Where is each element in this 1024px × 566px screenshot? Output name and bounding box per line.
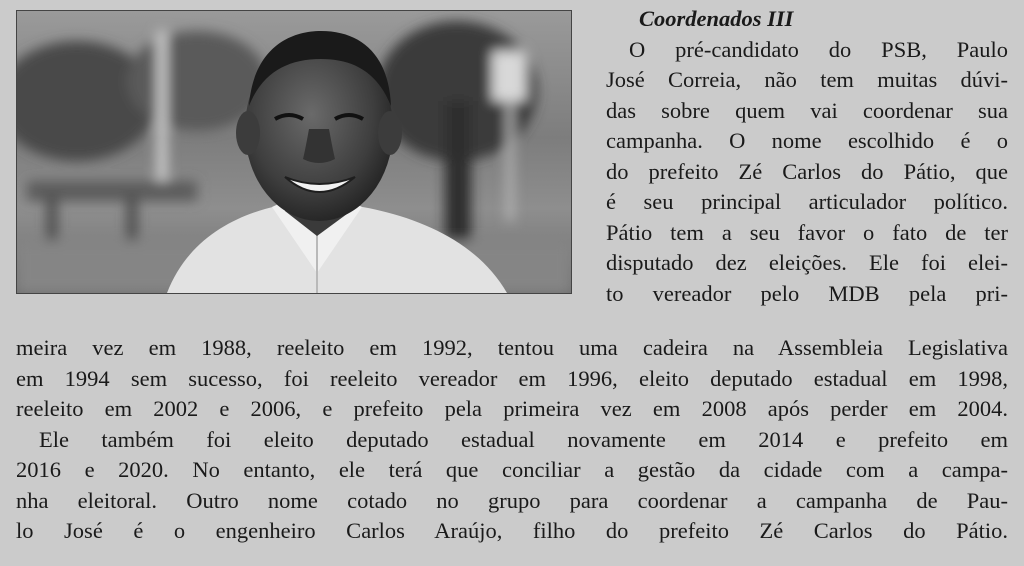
- article-line: das sobre quem vai coordenar sua: [606, 97, 1008, 123]
- article-line: lo José é o engenheiro Carlos Araújo, filho do prefeito Zé Carlos do Pátio.: [16, 518, 1008, 543]
- article-line: to vereador pelo MDB pela pri-: [606, 280, 1008, 306]
- article-line: José Correia, não tem muitas dúvi-: [606, 67, 1008, 92]
- article-line: reeleito em 2002 e 2006, e prefeito pela primeira vez em 2008 após perder em 2004.: [16, 396, 1008, 421]
- article-line: O pré-candidato do PSB, Paulo: [629, 36, 1008, 62]
- portrait-photo: [16, 10, 572, 294]
- article-line: campanha. O nome escolhido é o: [606, 128, 1008, 153]
- article-line: do prefeito Zé Carlos do Pátio, que: [606, 158, 1008, 184]
- article-line: meira vez em 1988, reeleito em 1992, tentou uma cadeira na Assembleia Legislativa: [16, 335, 1008, 360]
- article-column: [606, 4, 1008, 309]
- article-title: Coordenados III: [639, 6, 794, 31]
- article-line: nha eleitoral. Outro nome cotado no grupo para coordenar a campanha de Pau-: [16, 487, 1008, 513]
- article-line: 2016 e 2020. No entanto, ele terá que conciliar a gestão da cidade com a campa-: [16, 457, 1008, 482]
- article-body-full-width: [16, 333, 1008, 547]
- article-line: Pátio tem a seu favor o fato de ter: [606, 219, 1008, 245]
- article-line: é seu principal articulador político.: [606, 189, 1008, 214]
- article-line: disputado dez eleições. Ele foi elei-: [606, 250, 1008, 275]
- article-line: Ele também foi eleito deputado estadual novamente em 2014 e prefeito em: [39, 426, 1008, 452]
- article-line: em 1994 sem sucesso, foi reeleito vereador em 1996, eleito deputado estadual em 1998,: [16, 365, 1008, 391]
